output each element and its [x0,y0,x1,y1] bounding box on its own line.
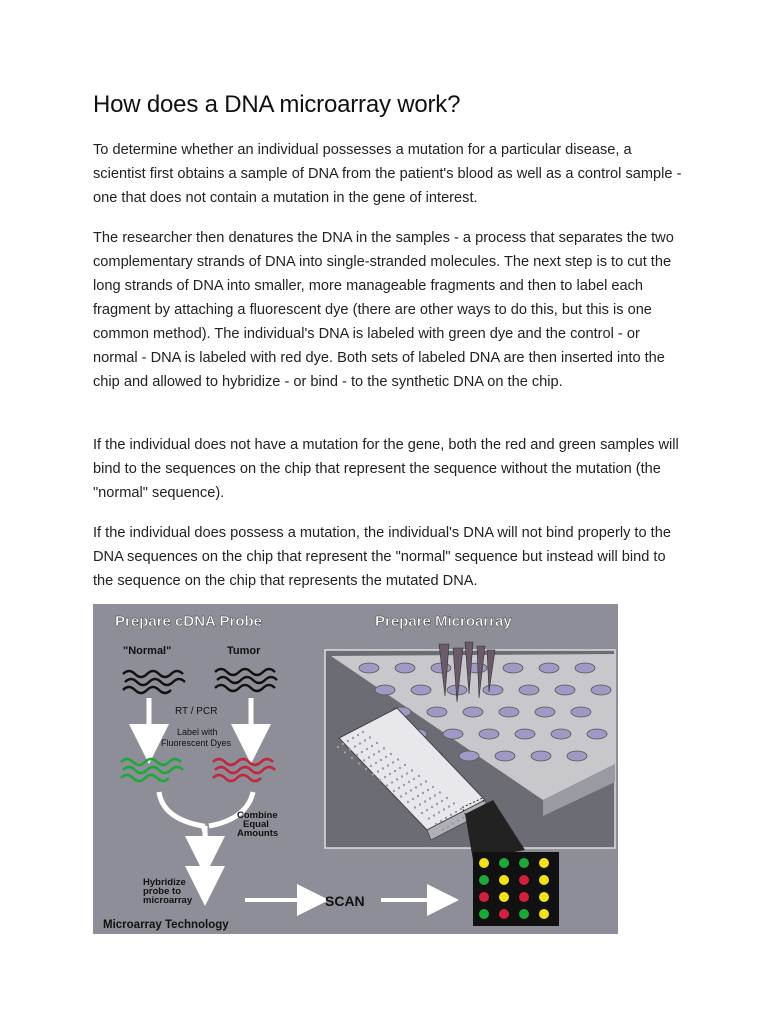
heading-prepare-probe: Prepare cDNA Probe [115,613,262,630]
result-spot-red [519,875,529,885]
plate-well [479,729,499,739]
plate-well [591,685,611,695]
slide-spot [366,748,368,750]
slide-spot [357,734,359,736]
slide-spot [453,802,455,804]
slide-spot [387,764,389,766]
slide-spot [378,750,380,752]
microarray-diagram [93,604,618,934]
result-spot-yellow [499,875,509,885]
slide-spot [462,816,464,818]
result-spot-yellow [539,875,549,885]
result-spot-yellow [499,892,509,902]
result-spot-red [519,892,529,902]
result-spot-green [519,858,529,868]
slide-spot [372,773,374,775]
slide-spot [434,794,436,796]
slide-spot [428,817,430,819]
plate-well [499,707,519,717]
slide-spot [405,792,407,794]
slide-spot [401,775,403,777]
label-hybridize-line2: probe to [143,886,181,897]
slide-spot [397,758,399,760]
result-spot-yellow [539,892,549,902]
paragraph-1: To determine whether an individual possesses a mutation for a particular disease, a scientist first obtains a sample of DNA from the patient's blood as well as a control sample - one that does not contain a mutation in the gene of interest. [93,142,682,206]
slide-spot [408,781,410,783]
slide-spot [362,731,364,733]
slide-spot [376,742,378,744]
plate-well [483,685,503,695]
slide-spot [445,817,447,819]
slide-spot [417,795,419,797]
plate-well [587,729,607,739]
slide-spot [363,759,365,761]
result-spot-yellow [539,909,549,919]
slide-spot [392,761,394,763]
slide-spot [354,745,356,747]
slide-spot [373,753,375,755]
label-scan: SCAN [325,893,365,909]
label-dye-line2: Fluorescent Dyes [161,738,232,748]
slide-spot [418,775,420,777]
slide-spot [455,811,457,813]
slide-spot [447,825,449,827]
plate-well [395,663,415,673]
plate-well [503,663,523,673]
result-spot-green [499,858,509,868]
label-combine-line3: Amounts [237,828,279,839]
slide-spot [422,792,424,794]
slide-spot [356,754,358,756]
slide-spot [460,808,462,810]
plate-well [555,685,575,695]
slide-spot [443,808,445,810]
label-dye-line1: Label with [177,727,218,737]
plate-well [515,729,535,739]
label-combine-line1: Combine [237,810,278,821]
microarray-figure [93,604,618,934]
slide-spot [385,756,387,758]
slide-spot [457,819,459,821]
slide-spot [377,770,379,772]
slide-spot [368,756,370,758]
plate-well [459,751,479,761]
slide-spot [436,803,438,805]
article-title: How does a DNA microarray work? [93,91,461,118]
slide-spot [440,820,442,822]
slide-spot [394,770,396,772]
slide-spot [375,762,377,764]
slide-spot [406,772,408,774]
plate-well [359,663,379,673]
result-spot-green [479,909,489,919]
slide-spot [337,746,339,748]
slide-spot [380,759,382,761]
slide-spot [386,784,388,786]
slide-spot [438,811,440,813]
paragraph-2: The researcher then denatures the DNA in the samples - a process that separates the two complementary strands of DNA into single-stranded molecules. The next step is to cut the long strands of DNA into smaller, more manageable fragments and then to label each fragment by attaching a fluorescent dye (there are other ways to do this, but this is one common method). The individual's DNA is labeled with green dye and the control - or normal - DNA is labeled with red dye. Both sets of labeled DNA are then inserted into the chip and allowed to hybridize - or bind - to the synthetic DNA on the chip. [93,230,674,390]
plate-well [567,751,587,761]
slide-spot [439,791,441,793]
slide-spot [365,768,367,770]
plate-well [539,663,559,673]
slide-spot [393,790,395,792]
label-hybridize-line3: microarray [143,895,193,906]
slide-spot [420,783,422,785]
label-hybridize-line1: Hybridize [143,877,186,888]
slide-spot [403,784,405,786]
slide-spot [361,751,363,753]
slide-spot [425,780,427,782]
slide-spot [344,751,346,753]
plate-well [375,685,395,695]
plate-well [427,707,447,717]
slide-spot [371,745,373,747]
slide-spot [413,778,415,780]
slide-spot [435,823,437,825]
result-spot-red [499,909,509,919]
slide-spot [382,767,384,769]
slide-spot [351,757,353,759]
slide-spot [396,778,398,780]
result-spot-yellow [479,858,489,868]
result-spot-red [479,892,489,902]
slide-spot [389,773,391,775]
slide-spot [407,801,409,803]
slide-spot [364,739,366,741]
plate-well [571,707,591,717]
slide-spot [448,805,450,807]
plate-well [443,729,463,739]
slide-spot [349,748,351,750]
paragraph-4: If the individual does possess a mutation, the individual's DNA will not bind properly to the DNA sequences on the chip that represent the "normal" sequence but instead will bind to the sequence on the chip that represents the mutated DNA. [93,525,671,589]
heading-prepare-microarray: Prepare Microarray [375,613,512,630]
plate-well [551,729,571,739]
label-rt-pcr: RT / PCR [175,706,218,717]
label-normal: "Normal" [123,645,172,657]
slide-spot [415,786,417,788]
slide-spot [410,789,412,791]
slide-spot [452,822,454,824]
slide-spot [421,812,423,814]
slide-spot [384,776,386,778]
slide-spot [404,764,406,766]
label-tumor: Tumor [227,645,261,657]
plate-well [575,663,595,673]
result-spot-yellow [539,858,549,868]
slide-spot [358,762,360,764]
slide-spot [342,743,344,745]
result-spot-green [479,875,489,885]
slide-spot [390,753,392,755]
slide-spot [427,789,429,791]
slide-spot [347,740,349,742]
slide-spot [352,737,354,739]
slide-spot [399,767,401,769]
microarray-plate-icon [325,642,615,860]
plate-well [519,685,539,695]
figure-caption: Microarray Technology [103,919,229,931]
slide-spot [441,800,443,802]
plate-well [531,751,551,761]
slide-spot [424,800,426,802]
plate-well [411,685,431,695]
slide-spot [429,797,431,799]
slide-spot [442,828,444,830]
slide-spot [379,779,381,781]
slide-spot [426,809,428,811]
paragraph-3: If the individual does not have a mutation for the gene, both the red and green samples will bind to the sequences on the chip that represent the sequence without the mutation (the "normal" sequence). [93,437,679,501]
slide-spot [433,814,435,816]
slide-spot [411,769,413,771]
plate-well [535,707,555,717]
slide-spot [412,798,414,800]
result-spot-green [519,909,529,919]
slide-spot [398,787,400,789]
slide-spot [414,806,416,808]
slide-spot [370,765,372,767]
slide-spot [431,806,433,808]
slide-spot [446,797,448,799]
plate-well [463,707,483,717]
slide-spot [383,747,385,749]
slide-spot [450,814,452,816]
label-combine-line2: Equal [243,819,269,830]
slide-spot [432,786,434,788]
slide-spot [359,742,361,744]
plate-well [431,663,451,673]
plate-well [495,751,515,761]
slide-spot [419,803,421,805]
slide-spot [391,781,393,783]
slide-spot [400,795,402,797]
slide-spot [369,736,371,738]
